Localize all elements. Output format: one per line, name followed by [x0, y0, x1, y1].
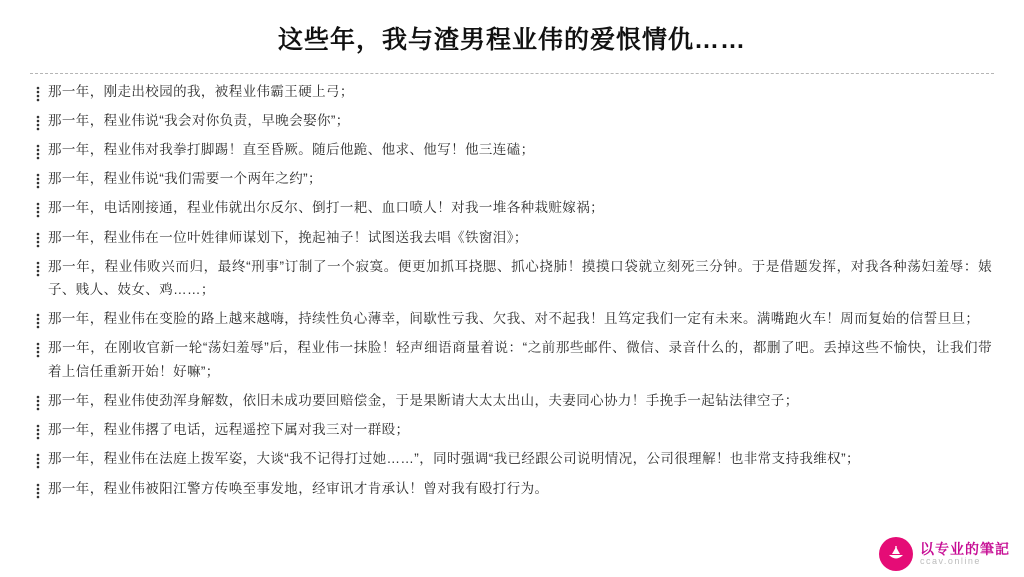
- list-item: [30, 196, 992, 219]
- statement-list: [0, 74, 1024, 500]
- watermark-brand: 以专业的筆記: [920, 540, 1010, 557]
- vertical-dots-icon: [30, 309, 46, 329]
- list-item: [30, 336, 992, 382]
- list-item: [30, 477, 992, 500]
- list-item-text: 那一年，程业伟在变脸的路上越来越嗨，持续性负心薄幸，间歇性亏我、欠我、对不起我！且笃定我们一定有未来。满嘴跑火车！周而复始的信誓旦旦；: [48, 311, 980, 327]
- vertical-dots-icon: [30, 479, 46, 499]
- watermark: [879, 537, 1010, 571]
- list-item-text: 那一年，程业伟在一位叶姓律师谋划下，挽起袖子！试图送我去唱《铁窗泪》；: [48, 229, 528, 245]
- page-title: 这些年，我与渣男程业伟的爱恨情仇……: [277, 26, 746, 54]
- list-item-text: 那一年，程业伟在法庭上拨军姿，大谈“我不记得打过她……”，同时强调“我已经跟公司说明情况，公司很理解！也非常支持我维权”；: [48, 451, 860, 467]
- vertical-dots-icon: [30, 111, 46, 131]
- list-item-text: 那一年，程业伟败兴而归，最终“刑事”订制了一个寂寞。便更加抓耳挠腮、抓心挠肺！摸摸口袋就立刻死三分钟。于是借题发挥，对我各种荡妇羞辱：婊子、贱人、妓女、鸡……；: [48, 258, 992, 298]
- vertical-dots-icon: [30, 198, 46, 218]
- list-item: [30, 307, 992, 330]
- list-item-text: 那一年，程业伟撂了电话，远程遥控下属对我三对一群殴；: [48, 422, 410, 438]
- list-item-text: 那一年，电话刚接通，程业伟就出尔反尔、倒打一耙、血口喷人！对我一堆各种栽赃嫁祸；: [48, 200, 604, 216]
- watermark-text: [920, 542, 1010, 566]
- list-item-text: 那一年，程业伟说“我们需要一个两年之约”；: [48, 171, 322, 187]
- vertical-dots-icon: [30, 338, 46, 358]
- list-item: [30, 109, 992, 132]
- list-item: [30, 389, 992, 412]
- list-item: [30, 255, 992, 301]
- list-item-text: 那一年，程业伟对我拳打脚踢！直至昏厥。随后他跪、他求、他写！他三连磕；: [48, 141, 535, 157]
- vertical-dots-icon: [30, 257, 46, 277]
- vertical-dots-icon: [30, 391, 46, 411]
- list-item-text: 那一年，程业伟说“我会对你负责，早晚会娶你”；: [48, 112, 350, 128]
- vertical-dots-icon: [30, 420, 46, 440]
- list-item-text: 那一年，刚走出校园的我，被程业伟霸王硬上弓；: [48, 83, 354, 99]
- list-item: [30, 138, 992, 161]
- list-item: [30, 80, 992, 103]
- list-item: [30, 226, 992, 249]
- vertical-dots-icon: [30, 82, 46, 102]
- vertical-dots-icon: [30, 449, 46, 469]
- list-item-text: 那一年，程业伟被阳江警方传唤至事发地，经审讯才肯承认！曾对我有殴打行为。: [48, 480, 549, 496]
- watermark-domain: ccav.online: [920, 555, 981, 566]
- list-item: [30, 418, 992, 441]
- vertical-dots-icon: [30, 228, 46, 248]
- list-item-text: 那一年，程业伟使劲浑身解数，依旧未成功要回赔偿金，于是果断请大太太出山，夫妻同心协力！手挽手一起钻法律空子；: [48, 392, 799, 408]
- list-item: [30, 167, 992, 190]
- list-item: [30, 447, 992, 470]
- list-item-text: 那一年，在刚收官新一轮“荡妇羞辱”后，程业伟一抹脸！轻声细语商量着说：“之前那些邮件、微信、录音什么的，都删了吧。丢掉这些不愉快，让我们带着上信任重新开始！好嘛”；: [48, 340, 992, 379]
- lotus-logo-icon: [879, 537, 913, 571]
- vertical-dots-icon: [30, 140, 46, 160]
- vertical-dots-icon: [30, 169, 46, 189]
